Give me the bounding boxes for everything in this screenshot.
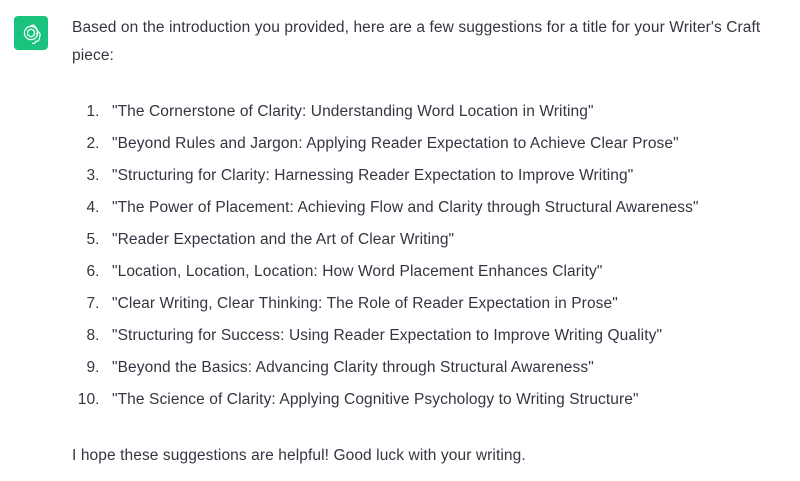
message-content — [48, 14, 782, 470]
openai-logo-icon — [20, 22, 42, 44]
list-item: 9. "Beyond the Basics: Advancing Clarity through Structural Awareness" — [104, 352, 772, 384]
closing-paragraph: I hope these suggestions are helpful! Good luck with your writing. — [72, 447, 526, 464]
list-item: 1. "The Cornerstone of Clarity: Understanding Word Location in Writing" — [104, 96, 772, 128]
list-item: 3. "Structuring for Clarity: Harnessing Reader Expectation to Improve Writing" — [104, 160, 772, 192]
list-item: 8. "Structuring for Success: Using Reader Expectation to Improve Writing Quality" — [104, 320, 772, 352]
assistant-avatar — [14, 16, 48, 50]
title-suggestions-list — [72, 96, 772, 416]
list-item: 2. "Beyond Rules and Jargon: Applying Reader Expectation to Achieve Clear Prose" — [104, 128, 772, 160]
list-item: 4. "The Power of Placement: Achieving Flow and Clarity through Structural Awareness" — [104, 192, 772, 224]
list-item: 5. "Reader Expectation and the Art of Clear Writing" — [104, 224, 772, 256]
intro-paragraph: Based on the introduction you provided, here are a few suggestions for a title for your Writer's Craft piece: — [72, 19, 761, 64]
list-item: 6. "Location, Location, Location: How Word Placement Enhances Clarity" — [104, 256, 772, 288]
list-item: 10. "The Science of Clarity: Applying Cognitive Psychology to Writing Structure" — [104, 384, 772, 416]
list-item: 7. "Clear Writing, Clear Thinking: The Role of Reader Expectation in Prose" — [104, 288, 772, 320]
